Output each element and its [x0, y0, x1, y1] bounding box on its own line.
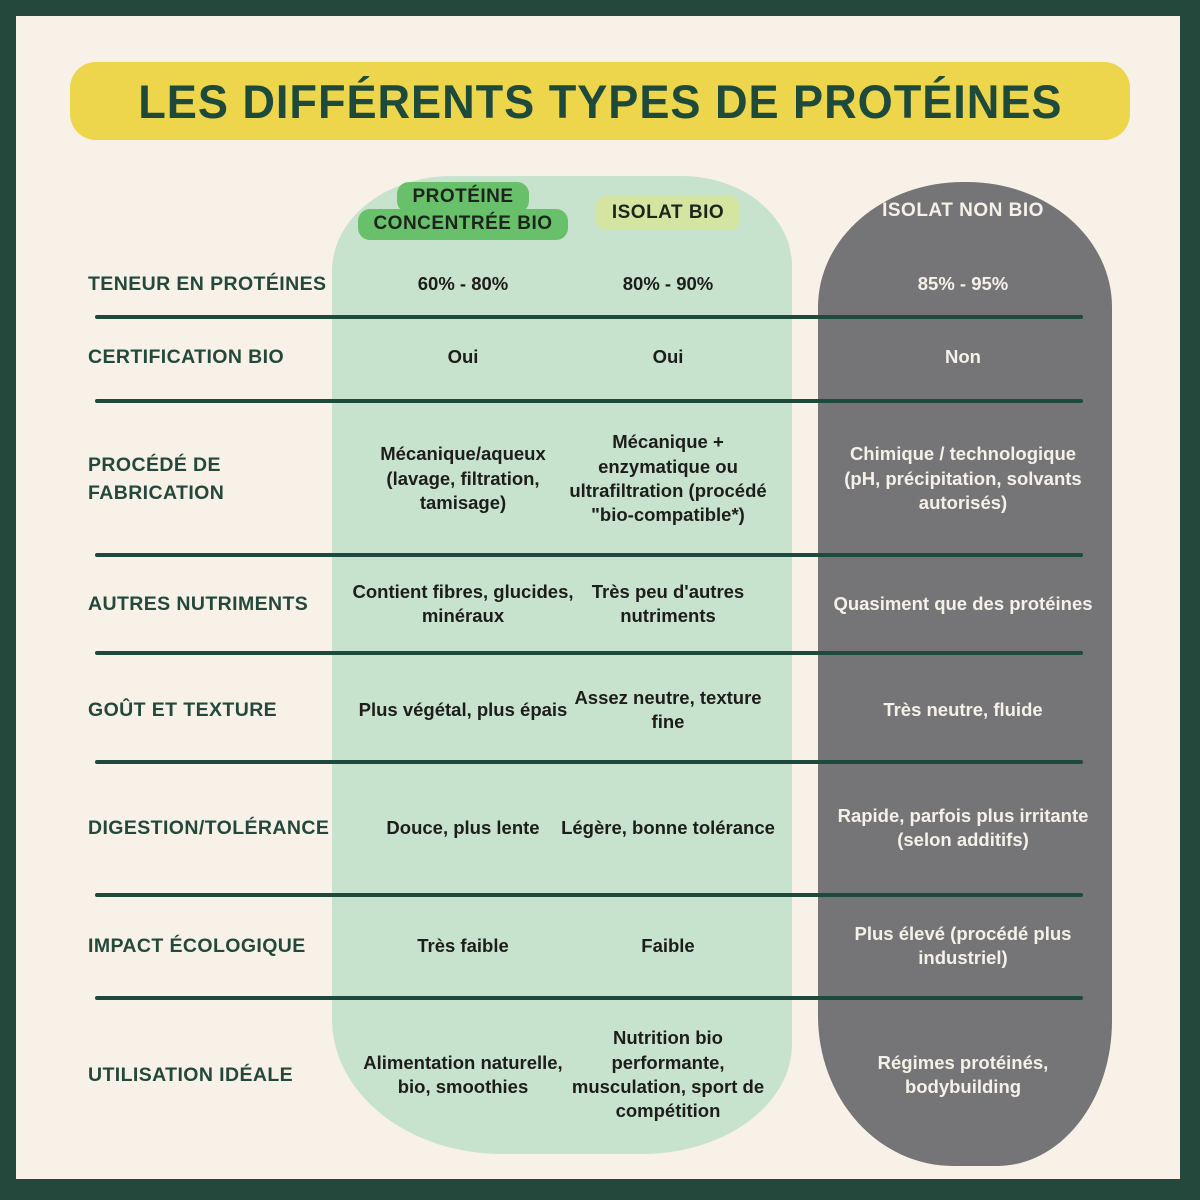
- row-label: GOÛT ET TEXTURE: [88, 698, 278, 721]
- cell-concentree: Plus végétal, plus épais: [358, 698, 568, 720]
- column-header-highlight: PROTÉINE: [397, 182, 528, 213]
- row-label: AUTRES NUTRIMENTS: [88, 592, 309, 615]
- cell-isolat-non-bio: Non: [945, 345, 981, 367]
- column-header-isolat-bio: [558, 196, 778, 230]
- cell-isolat-non-bio: Régimes protéinés, bodybuilding: [877, 1051, 1049, 1097]
- cell-isolat-bio: Oui: [652, 345, 684, 367]
- cell-isolat-non-bio: Très neutre, fluide: [883, 698, 1043, 720]
- column-header-isolat-non-bio: ISOLAT NON BIO: [882, 200, 1044, 221]
- cell-concentree: Alimentation naturelle, bio, smoothies: [363, 1051, 563, 1097]
- cell-isolat-bio: Mécanique + enzymatique ou ultrafiltration (procédé "bio-compatible*): [569, 431, 767, 526]
- table-row: [0, 405, 1200, 553]
- cell-isolat-bio: Très peu d'autres nutriments: [591, 580, 745, 626]
- column-header-highlight: ISOLAT BIO: [596, 196, 740, 230]
- cell-isolat-non-bio: Rapide, parfois plus irritante (selon additifs): [837, 804, 1089, 850]
- column-header-highlight: CONCENTRÉE BIO: [358, 209, 567, 240]
- row-divider: [95, 399, 1083, 403]
- cell-concentree: Contient fibres, glucides, minéraux: [352, 580, 574, 626]
- cell-concentree: Douce, plus lente: [386, 816, 540, 838]
- cell-isolat-non-bio: Chimique / technologique (pH, précipitation, solvants autorisés): [844, 443, 1082, 514]
- cell-isolat-bio: Nutrition bio performante, musculation, sport de compétition: [571, 1027, 765, 1122]
- table-row: [0, 325, 1200, 389]
- cell-isolat-bio: Légère, bonne tolérance: [561, 816, 775, 838]
- cell-isolat-bio: Assez neutre, texture fine: [574, 686, 762, 732]
- cell-isolat-non-bio: 85% - 95%: [917, 272, 1009, 294]
- table-row: [0, 558, 1200, 650]
- row-label: IMPACT ÉCOLOGIQUE: [88, 934, 306, 957]
- row-divider: [95, 553, 1083, 557]
- table-row: [0, 1000, 1200, 1150]
- table-row: [0, 768, 1200, 888]
- cell-isolat-non-bio: Quasiment que des protéines: [833, 592, 1093, 614]
- table-row: [0, 900, 1200, 992]
- row-divider: [95, 651, 1083, 655]
- row-divider: [95, 893, 1083, 897]
- page-title: LES DIFFÉRENTS TYPES DE PROTÉINES: [137, 74, 1063, 128]
- table-row: [0, 662, 1200, 758]
- row-label: UTILISATION IDÉALE: [88, 1063, 294, 1086]
- title-banner: [70, 62, 1130, 140]
- row-label: TENEUR EN PROTÉINES: [88, 272, 327, 295]
- row-label: PROCÉDÉ DE FABRICATION: [88, 453, 225, 504]
- cell-concentree: 60% - 80%: [417, 272, 509, 294]
- table-row: [0, 252, 1200, 316]
- cell-isolat-bio: Faible: [641, 934, 695, 956]
- cell-isolat-non-bio: Plus élevé (procédé plus industriel): [854, 922, 1072, 968]
- cell-concentree: Très faible: [417, 934, 509, 956]
- column-header-proteine-concentree-bio: [348, 182, 578, 240]
- row-divider: [95, 315, 1083, 319]
- row-label: CERTIFICATION BIO: [88, 345, 285, 368]
- cell-concentree: Oui: [447, 345, 479, 367]
- row-label: DIGESTION/TOLÉRANCE: [88, 816, 330, 839]
- cell-isolat-bio: 80% - 90%: [622, 272, 714, 294]
- row-divider: [95, 760, 1083, 764]
- cell-concentree: Mécanique/aqueux (lavage, filtration, tamisage): [380, 443, 546, 514]
